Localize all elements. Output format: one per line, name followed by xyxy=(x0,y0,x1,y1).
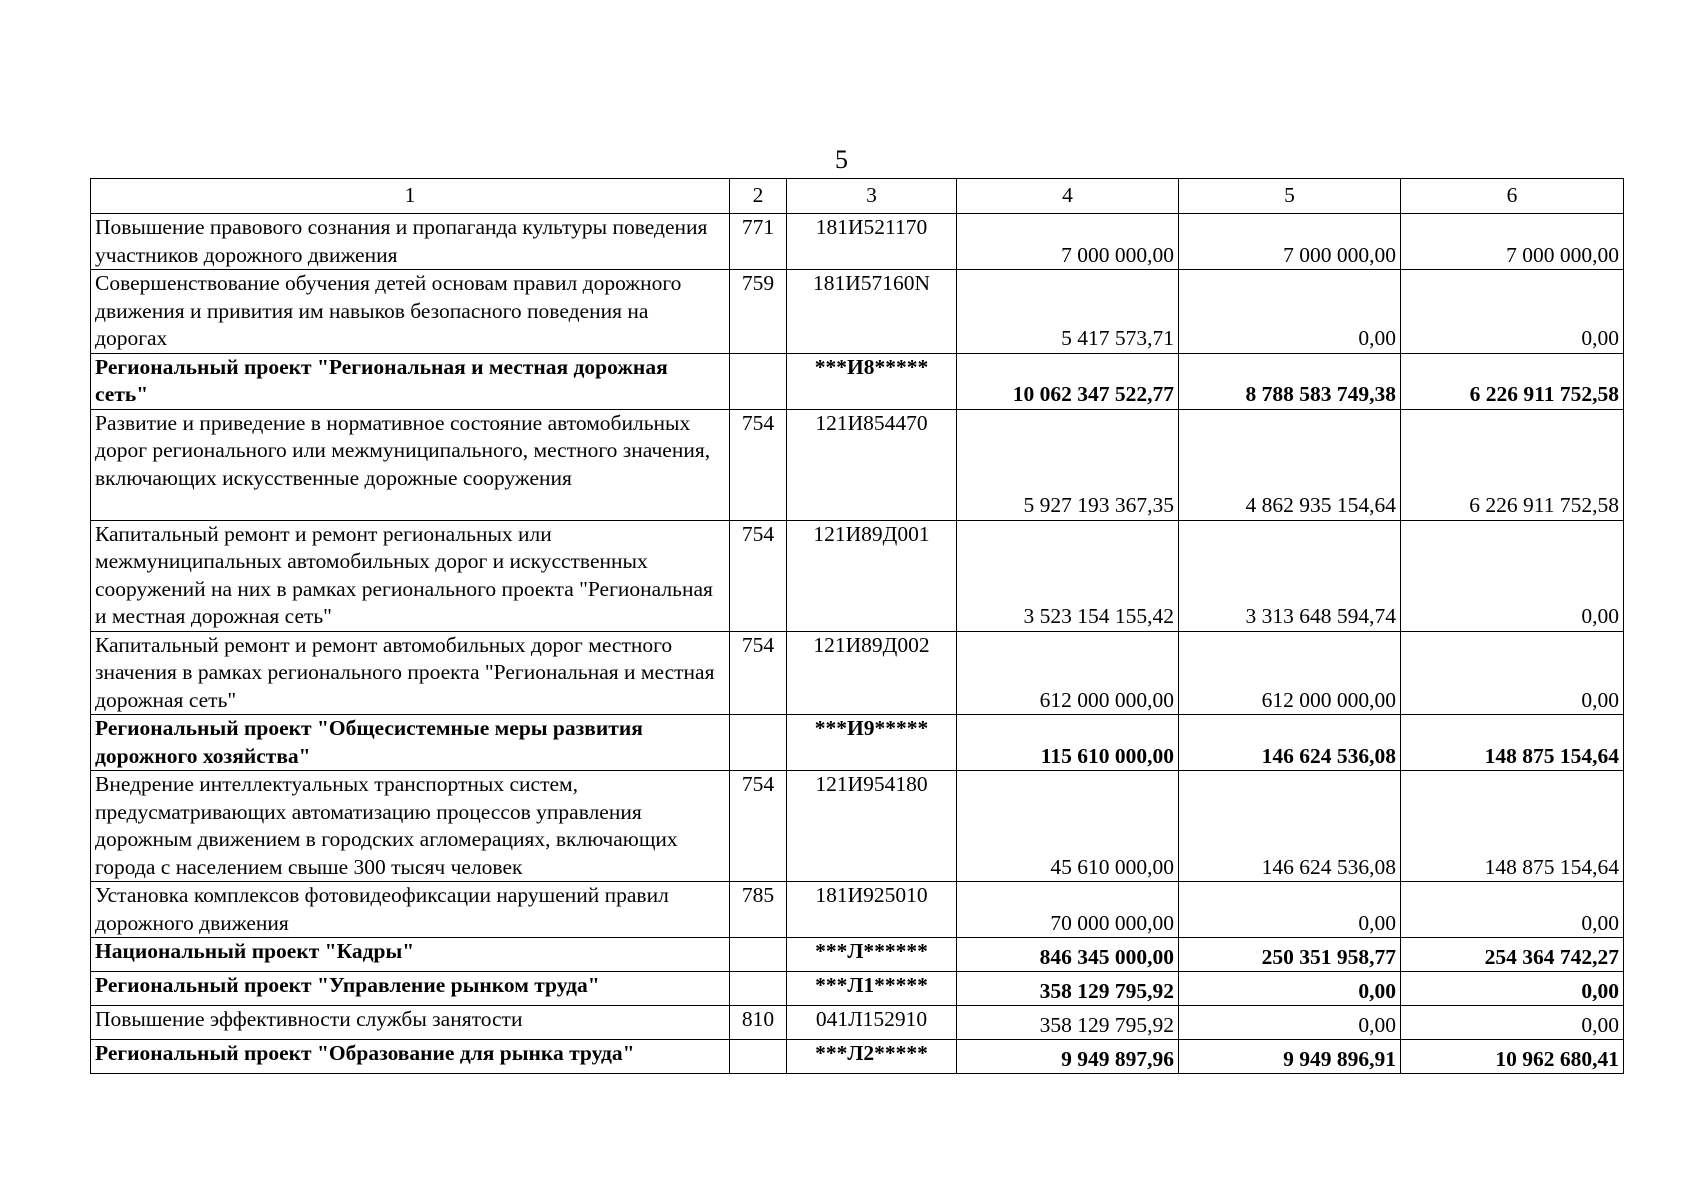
column-header: 5 xyxy=(1179,179,1401,214)
row-target-code: 121И854470 xyxy=(787,409,957,520)
row-target-code: ***И9***** xyxy=(787,715,957,771)
row-admin-code: 754 xyxy=(730,520,787,631)
row-value-5: 3 313 648 594,74 xyxy=(1179,520,1401,631)
column-header: 3 xyxy=(787,179,957,214)
table-row-project xyxy=(91,938,1624,972)
table-row xyxy=(91,631,1624,715)
row-value-5: 0,00 xyxy=(1179,270,1401,354)
row-target-code: 121И89Д001 xyxy=(787,520,957,631)
table-row-project xyxy=(91,972,1624,1006)
table-row xyxy=(91,214,1624,270)
row-value-6: 254 364 742,27 xyxy=(1401,938,1624,972)
row-value-6: 148 875 154,64 xyxy=(1401,771,1624,882)
row-value-4: 9 949 897,96 xyxy=(957,1040,1179,1074)
row-value-6: 0,00 xyxy=(1401,972,1624,1006)
row-target-code: 121И954180 xyxy=(787,771,957,882)
row-admin-code xyxy=(730,1040,787,1074)
row-value-5: 0,00 xyxy=(1179,972,1401,1006)
row-value-4: 5 927 193 367,35 xyxy=(957,409,1179,520)
row-target-code: 181И57160N xyxy=(787,270,957,354)
row-target-code: ***И8***** xyxy=(787,353,957,409)
table-row xyxy=(91,1006,1624,1040)
row-value-5: 4 862 935 154,64 xyxy=(1179,409,1401,520)
row-value-6: 6 226 911 752,58 xyxy=(1401,409,1624,520)
row-name: Повышение правового сознания и пропаганда культуры поведения участников дорожного движения xyxy=(91,214,730,270)
row-value-5: 7 000 000,00 xyxy=(1179,214,1401,270)
row-name: Развитие и приведение в нормативное состояние автомобильных дорог регионального или межмуниципального, местного значения, включающих искусственные дорожные сооружения xyxy=(91,409,730,520)
row-name: Региональный проект "Образование для рынка труда" xyxy=(91,1040,730,1074)
row-value-4: 7 000 000,00 xyxy=(957,214,1179,270)
row-value-6: 0,00 xyxy=(1401,882,1624,938)
page-number: 5 xyxy=(835,145,848,174)
table-row xyxy=(91,771,1624,882)
row-value-5: 0,00 xyxy=(1179,1006,1401,1040)
column-header: 2 xyxy=(730,179,787,214)
row-name: Капитальный ремонт и ремонт автомобильных дорог местного значения в рамках регионального проекта "Региональная и местная дорожная сеть" xyxy=(91,631,730,715)
row-value-5: 612 000 000,00 xyxy=(1179,631,1401,715)
row-value-4: 5 417 573,71 xyxy=(957,270,1179,354)
row-value-4: 10 062 347 522,77 xyxy=(957,353,1179,409)
table-row xyxy=(91,409,1624,520)
row-value-6: 0,00 xyxy=(1401,520,1624,631)
row-name: Установка комплексов фотовидеофиксации нарушений правил дорожного движения xyxy=(91,882,730,938)
row-value-4: 612 000 000,00 xyxy=(957,631,1179,715)
table-row xyxy=(91,270,1624,354)
row-target-code: ***Л****** xyxy=(787,938,957,972)
row-name: Национальный проект "Кадры" xyxy=(91,938,730,972)
row-value-6: 0,00 xyxy=(1401,270,1624,354)
row-admin-code: 785 xyxy=(730,882,787,938)
row-value-5: 146 624 536,08 xyxy=(1179,771,1401,882)
row-target-code: 121И89Д002 xyxy=(787,631,957,715)
row-value-4: 358 129 795,92 xyxy=(957,972,1179,1006)
row-admin-code: 754 xyxy=(730,409,787,520)
row-admin-code xyxy=(730,972,787,1006)
row-admin-code: 754 xyxy=(730,771,787,882)
table-row-project xyxy=(91,353,1624,409)
table-row-project xyxy=(91,1040,1624,1074)
column-header: 4 xyxy=(957,179,1179,214)
row-value-6: 10 962 680,41 xyxy=(1401,1040,1624,1074)
budget-table xyxy=(90,178,1624,1074)
row-value-5: 0,00 xyxy=(1179,882,1401,938)
row-value-6: 0,00 xyxy=(1401,631,1624,715)
row-target-code: 181И925010 xyxy=(787,882,957,938)
row-value-4: 70 000 000,00 xyxy=(957,882,1179,938)
column-header: 1 xyxy=(91,179,730,214)
row-value-4: 45 610 000,00 xyxy=(957,771,1179,882)
table-header-row xyxy=(91,179,1624,214)
row-admin-code xyxy=(730,938,787,972)
row-value-4: 3 523 154 155,42 xyxy=(957,520,1179,631)
row-name: Региональный проект "Общесистемные меры развития дорожного хозяйства" xyxy=(91,715,730,771)
row-value-6: 0,00 xyxy=(1401,1006,1624,1040)
row-value-5: 8 788 583 749,38 xyxy=(1179,353,1401,409)
row-name: Повышение эффективности службы занятости xyxy=(91,1006,730,1040)
table-row xyxy=(91,882,1624,938)
row-value-6: 7 000 000,00 xyxy=(1401,214,1624,270)
row-target-code: 181И521170 xyxy=(787,214,957,270)
row-value-5: 250 351 958,77 xyxy=(1179,938,1401,972)
row-target-code: ***Л1***** xyxy=(787,972,957,1006)
row-admin-code: 754 xyxy=(730,631,787,715)
row-admin-code: 810 xyxy=(730,1006,787,1040)
column-header: 6 xyxy=(1401,179,1624,214)
row-admin-code xyxy=(730,353,787,409)
row-value-6: 6 226 911 752,58 xyxy=(1401,353,1624,409)
row-admin-code xyxy=(730,715,787,771)
row-name: Капитальный ремонт и ремонт региональных или межмуниципальных автомобильных дорог и искусственных сооружений на них в рамках регионального проекта "Региональная и местная дорожная сеть" xyxy=(91,520,730,631)
row-name: Внедрение интеллектуальных транспортных систем, предусматривающих автоматизацию процессов управления дорожным движением в городских агломерациях, включающих города с населением свыше 300 тысяч человек xyxy=(91,771,730,882)
row-name: Совершенствование обучения детей основам правил дорожного движения и привития им навыков безопасного поведения на дорогах xyxy=(91,270,730,354)
row-admin-code: 771 xyxy=(730,214,787,270)
row-name: Региональный проект "Управление рынком труда" xyxy=(91,972,730,1006)
row-value-4: 846 345 000,00 xyxy=(957,938,1179,972)
row-name: Региональный проект "Региональная и местная дорожная сеть" xyxy=(91,353,730,409)
table-row xyxy=(91,520,1624,631)
row-value-5: 146 624 536,08 xyxy=(1179,715,1401,771)
table-row-project xyxy=(91,715,1624,771)
row-value-6: 148 875 154,64 xyxy=(1401,715,1624,771)
row-value-5: 9 949 896,91 xyxy=(1179,1040,1401,1074)
row-value-4: 358 129 795,92 xyxy=(957,1006,1179,1040)
row-target-code: ***Л2***** xyxy=(787,1040,957,1074)
row-target-code: 041Л152910 xyxy=(787,1006,957,1040)
row-value-4: 115 610 000,00 xyxy=(957,715,1179,771)
row-admin-code: 759 xyxy=(730,270,787,354)
